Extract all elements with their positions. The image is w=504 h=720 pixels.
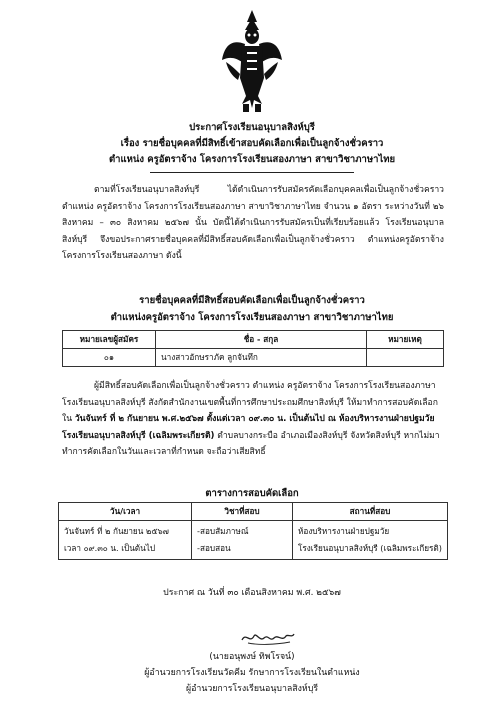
table-header: วัน/เวลา bbox=[59, 503, 192, 521]
handwritten-signature bbox=[238, 626, 298, 648]
divider bbox=[150, 172, 354, 173]
schedule-subject: -สอบสอน bbox=[197, 543, 231, 553]
table-cell: ๐๑ bbox=[63, 349, 156, 367]
table-cell: นางสาวอักษราภัค ลูกจันทึก bbox=[156, 349, 367, 367]
list-title-line2: ตำแหน่งครูอัตราจ้าง โครงการโรงเรียนสองภาษา สาขาวิชาภาษาไทย bbox=[110, 312, 394, 323]
schedule-subject: -สอบสัมภาษณ์ bbox=[197, 526, 249, 536]
table-header: หมายเลขผู้สมัคร bbox=[63, 331, 156, 349]
exam-text: ตำบลบางกระบือ อำเภอเมืองสิงห์บุรี จังหวัดสิงห์บุรี หากไม่มาทำการคัดเลือกในวันและเวลาที่กำหนด จะถือว่าเสียสิทธิ์ bbox=[62, 430, 440, 457]
exam-date-location: วันจันทร์ ที่ ๒ กันยายน พ.ศ.๒๕๖๗ ตั้งแต่เวลา ๐๙.๓๐ น. เป็นต้นไป ณ ห้องบริหารงานฝ่ายปฐมวัย โรงเรียนอนุบาลสิงห์บุรี (เฉลิมพระเกียรติ) bbox=[62, 414, 435, 441]
schedule-time: เวลา ๐๙.๓๐ น. เป็นต้นไป bbox=[64, 543, 156, 553]
announcement-title: ประกาศโรงเรียนอนุบาลสิงห์บุรี bbox=[189, 122, 315, 133]
table-header: หมายเหตุ bbox=[367, 331, 444, 349]
schedule-table bbox=[58, 502, 448, 560]
table-row bbox=[59, 521, 448, 560]
announcement-position: ตำแหน่ง ครูอัตราจ้าง โครงการโรงเรียนสองภาษา สาขาวิชาภาษาไทย bbox=[108, 154, 396, 165]
table-header: วิชาที่สอบ bbox=[192, 503, 293, 521]
signer-title-line1: ผู้อำนวยการโรงเรียนวัดคีม รักษาการโรงเรียนในตำแหน่ง bbox=[144, 668, 360, 678]
table-cell bbox=[293, 521, 448, 560]
table-cell bbox=[59, 521, 192, 560]
candidates-table bbox=[62, 330, 444, 367]
exam-paragraph bbox=[62, 378, 444, 461]
table-cell bbox=[192, 521, 293, 560]
announcement-subject: เรื่อง รายชื่อบุคคลที่มีสิทธิ์เข้าสอบคัดเลือกเพื่อเป็นลูกจ้างชั่วคราว bbox=[120, 138, 384, 149]
intro-paragraph: ตามที่โรงเรียนอนุบาลสิงห์บุรี ได้ดำเนินการรับสมัครคัดเลือกบุคคลเพื่อเป็นลูกจ้างชั่วคราว ตำแหน่ง ครูอัตราจ้าง โครงการโรงเรียนสองภาษา สาขาวิชาภาษาไทย จำนวน ๑ อัตรา ระหว่างวันที่ ๒๖ สิงหาคม – ๓๐ สิงหาคม ๒๕๖๗ นั้น บัดนี้ได้ดำเนินการรับสมัครเป็นที่เรียบร้อยแล้ว โรงเรียนอนุบาลสิงห์บุรี จึงขอประกาศรายชื่อบุคคลที่มีสิทธิ์สอบคัดเลือกเพื่อเป็นลูกจ้างชั่วคราว ตำแหน่งครูอัตราจ้าง โครงการโรงเรียนสองภาษา ดังนี้ bbox=[62, 185, 444, 261]
table-header-row bbox=[59, 503, 448, 521]
garuda-emblem bbox=[220, 8, 284, 114]
schedule-place: โรงเรียนอนุบาลสิงห์บุรี (เฉลิมพระเกียรติ) bbox=[298, 543, 442, 553]
schedule-place: ห้องบริหารงานฝ่ายปฐมวัย bbox=[298, 526, 390, 536]
list-title-line1: รายชื่อบุคคลที่มีสิทธิ์สอบคัดเลือกเพื่อเป็นลูกจ้างชั่วคราว bbox=[139, 295, 365, 306]
exam-text: ผู้มีสิทธิ์สอบคัดเลือกเพื่อเป็นลูกจ้างชั่วคราว ตำแหน่ง ครูอัตราจ้าง โครงการโรงเรียนสองภาษา โรงเรียนอนุบาลสิงห์บุรี สังกัดสำนักงานเขตพื้นที่การศึกษาประถมศึกษาสิงห์บุรี ให้มาทำการสอบคัดเลือกใน bbox=[62, 381, 438, 424]
table-cell bbox=[367, 349, 444, 367]
table-header: สถานที่สอบ bbox=[293, 503, 448, 521]
announced-date: ประกาศ ณ วันที่ ๓๐ เดือนสิงหาคม พ.ศ. ๒๕๖๗ bbox=[163, 588, 341, 598]
signer-title-line2: ผู้อำนวยการโรงเรียนอนุบาลสิงห์บุรี bbox=[185, 684, 319, 694]
signer-name: (นายอนุพงษ์ ทิพโรจน์) bbox=[209, 652, 295, 662]
table-header-row bbox=[63, 331, 444, 349]
schedule-date: วันจันทร์ ที่ ๒ กันยายน ๒๕๖๗ bbox=[64, 526, 169, 536]
table-row bbox=[63, 349, 444, 367]
schedule-title: ตารางการสอบคัดเลือก bbox=[205, 488, 299, 499]
table-header: ชื่อ - สกุล bbox=[156, 331, 367, 349]
